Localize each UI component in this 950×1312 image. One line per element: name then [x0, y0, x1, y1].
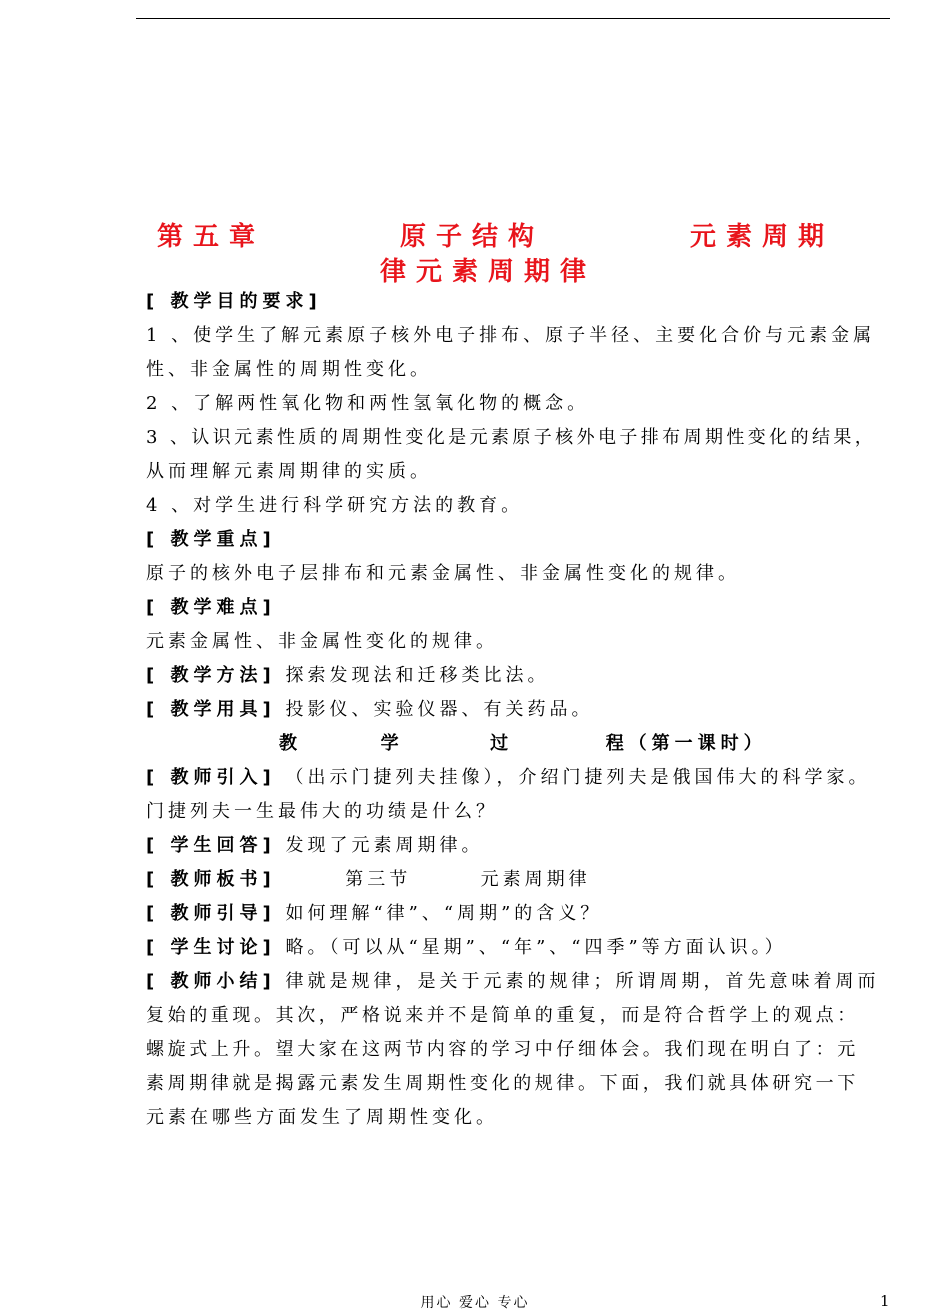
process-heading-3: 过	[490, 733, 514, 754]
tools-row	[146, 693, 896, 727]
method-row	[146, 659, 896, 693]
summary-text-4: 素周期律就是揭露元素发生周期性变化的规律。下面，我们就具体研究一下	[146, 1073, 859, 1094]
objective-4: 4 、对学生进行科学研究方法的教育。	[146, 495, 524, 516]
summary-row	[146, 965, 896, 999]
guide-label: [ 教师引导]	[146, 903, 276, 924]
process-heading-1: 教	[279, 733, 302, 754]
page-number: 1	[880, 1292, 890, 1310]
process-heading-4: 程（第一课时）	[605, 733, 767, 754]
intro-text-2: 门捷列夫一生最伟大的功绩是什么？	[146, 801, 498, 822]
key-points-text: 原子的核外电子层排布和元素金属性、非金属性变化的规律。	[146, 563, 740, 584]
board-text-1: 第三节	[345, 869, 412, 890]
guide-row	[146, 897, 896, 931]
intro-text: （出示门捷列夫挂像），介绍门捷列夫是俄国伟大的科学家。	[285, 767, 871, 788]
guide-text: 如何理解“律”、“周期”的含义？	[285, 903, 603, 924]
chapter-title-part1: 第五章	[157, 222, 266, 252]
lesson-content	[146, 285, 896, 1135]
objectives-label: [ 教学目的要求]	[146, 291, 322, 312]
summary-text-5: 元素在哪些方面发生了周期性变化。	[146, 1107, 498, 1128]
tools-label: [ 教学用具]	[146, 699, 276, 720]
header-rule	[136, 18, 890, 19]
intro-row	[146, 761, 896, 795]
process-heading	[146, 727, 896, 761]
objective-3a: 3 、认识元素性质的周期性变化是元素原子核外电子排布周期性变化的结果，	[146, 427, 877, 448]
tools-text: 投影仪、实验仪器、有关药品。	[285, 699, 594, 720]
answer-row	[146, 829, 896, 863]
objective-2: 2 、了解两性氧化物和两性氢氧化物的概念。	[146, 393, 590, 414]
summary-text-1: 律就是规律，是关于元素的规律；所谓周期，首先意味着周而	[285, 971, 880, 992]
objective-1a: 1 、使学生了解元素原子核外电子排布、原子半径、主要化合价与元素金属	[146, 325, 876, 346]
discuss-row	[146, 931, 896, 965]
board-row	[146, 863, 896, 897]
discuss-text: 略。（可以从“星期”、“年”、“四季”等方面认识。）	[285, 937, 787, 958]
answer-text: 发现了元素周期律。	[285, 835, 484, 856]
method-text: 探索发现法和迁移类比法。	[285, 665, 550, 686]
difficulty-label: [ 教学难点]	[146, 597, 276, 618]
footer-motto: 用心 爱心 专心	[420, 1295, 530, 1311]
board-text-2: 元素周期律	[480, 869, 591, 890]
discuss-label: [ 学生讨论]	[146, 937, 276, 958]
key-points-label: [ 教学重点]	[146, 529, 276, 550]
answer-label: [ 学生回答]	[146, 835, 276, 856]
chapter-title-part2: 原子结构	[400, 222, 545, 252]
process-heading-2: 学	[380, 733, 404, 754]
chapter-title-part3: 元素周期	[690, 222, 835, 252]
intro-label: [ 教师引入]	[146, 767, 276, 788]
difficulty-text: 元素金属性、非金属性变化的规律。	[146, 631, 498, 652]
objective-1b: 性、非金属性的周期性变化。	[146, 359, 432, 380]
summary-label: [ 教师小结]	[146, 971, 276, 992]
summary-text-2: 复始的重现。其次，严格说来并不是简单的重复，而是符合哲学上的观点：	[146, 1005, 859, 1026]
method-label: [ 教学方法]	[146, 665, 276, 686]
chapter-title-part4: 律元素周期律	[380, 257, 597, 287]
summary-text-3: 螺旋式上升。望大家在这两节内容的学习中仔细体会。我们现在明白了：元	[146, 1039, 859, 1060]
objective-3b: 从而理解元素周期律的实质。	[146, 461, 432, 482]
board-label: [ 教师板书]	[146, 869, 276, 890]
